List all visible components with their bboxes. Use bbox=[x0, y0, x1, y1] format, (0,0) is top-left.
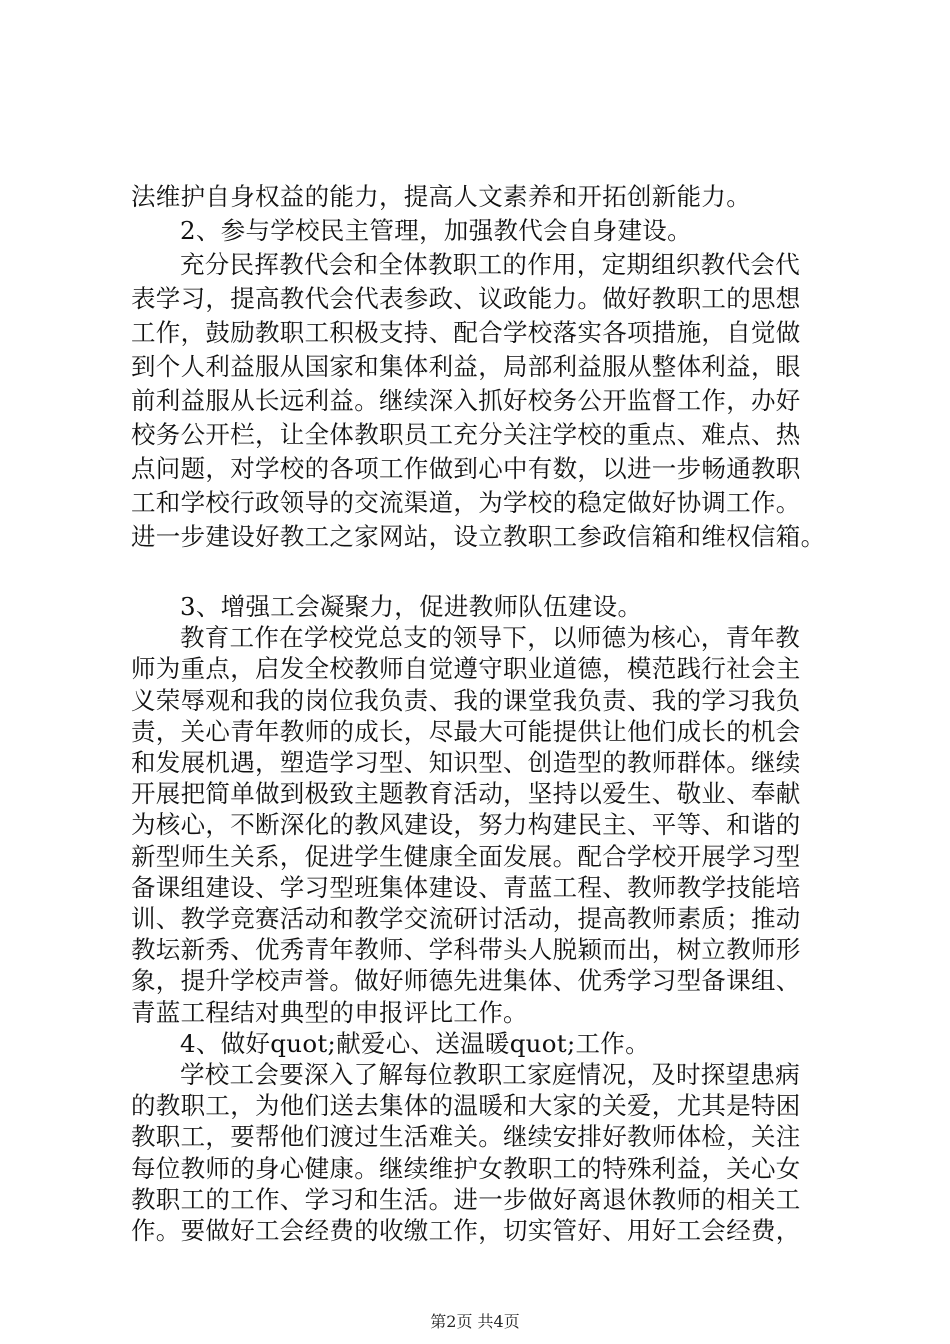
text-line: 表学习，提高教代会代表参政、议政能力。做好教职工的思想 bbox=[131, 284, 801, 313]
text-line: 充分民挥教代会和全体教职工的作用，定期组织教代会代 bbox=[180, 250, 800, 279]
text-line: 作。要做好工会经费的收缴工作，切实管好、用好工会经费， bbox=[131, 1216, 801, 1245]
text-line: 训、教学竞赛活动和教学交流研讨活动，提高教师素质；推动 bbox=[131, 904, 801, 933]
text-line: 和发展机遇，塑造学习型、知识型、创造型的教师群体。继续 bbox=[131, 748, 801, 777]
text-line: 备课组建设、学习型班集体建设、青蓝工程、教师教学技能培 bbox=[131, 872, 801, 902]
text-line: 义荣辱观和我的岗位我负责、我的课堂我负责、我的学习我负 bbox=[131, 685, 801, 715]
text-line: 教职工的工作、学习和生活。进一步做好离退休教师的相关工 bbox=[131, 1184, 801, 1214]
text-line: 教职工，要帮他们渡过生活难关。继续安排好教师体检，关注 bbox=[131, 1122, 801, 1152]
text-line: 进一步建设好教工之家网站，设立教职工参政信箱和维权信箱。 bbox=[131, 522, 826, 551]
text-line: 工作，鼓励教职工积极支持、配合学校落实各项措施，自觉做 bbox=[131, 318, 801, 347]
text-line: 象，提升学校声誉。做好师德先进集体、优秀学习型备课组、 bbox=[131, 966, 801, 996]
text-line: 开展把简单做到极致主题教育活动，坚持以爱生、敬业、奉献 bbox=[131, 779, 801, 809]
text-line: 青蓝工程结对典型的申报评比工作。 bbox=[131, 997, 528, 1027]
text-line: 的教职工，为他们送去集体的温暖和大家的关爱，尤其是特困 bbox=[131, 1091, 801, 1121]
section-heading-4: 4、做好quot;献爱心、送温暖quot;工作。 bbox=[180, 1028, 650, 1058]
text-line: 责，关心青年教师的成长，尽最大可能提供让他们成长的机会 bbox=[131, 716, 801, 746]
text-line: 前利益服从长远利益。继续深入抓好校务公开监督工作，办好 bbox=[131, 386, 801, 415]
text-line: 工和学校行政领导的交流渠道，为学校的稳定做好协调工作。 bbox=[131, 488, 801, 517]
text-line: 师为重点，启发全校教师自觉遵守职业道德，模范践行社会主 bbox=[131, 654, 801, 684]
text-line: 学校工会要深入了解每位教职工家庭情况，及时探望患病 bbox=[180, 1060, 800, 1089]
text-line: 法维护自身权益的能力，提高人文素养和开拓创新能力。 bbox=[131, 182, 751, 211]
page-footer: 第2页 共4页 bbox=[430, 1312, 520, 1331]
section-heading-3: 3、增强工会凝聚力，促进教师队伍建设。 bbox=[180, 592, 643, 621]
text-line: 新型师生关系，促进学生健康全面发展。配合学校开展学习型 bbox=[131, 841, 801, 871]
text-line: 点问题，对学校的各项工作做到心中有数，以进一步畅通教职 bbox=[131, 454, 801, 483]
text-line: 教坛新秀、优秀青年教师、学科带头人脱颖而出，树立教师形 bbox=[131, 935, 801, 965]
text-line: 每位教师的身心健康。继续维护女教职工的特殊利益，关心女 bbox=[131, 1153, 801, 1183]
text-line: 到个人利益服从国家和集体利益，局部利益服从整体利益，眼 bbox=[131, 352, 801, 381]
section-heading-2: 2、参与学校民主管理，加强教代会自身建设。 bbox=[180, 216, 692, 245]
text-line: 教育工作在学校党总支的领导下，以师德为核心，青年教 bbox=[180, 623, 800, 653]
text-line: 校务公开栏，让全体教职员工充分关注学校的重点、难点、热 bbox=[131, 420, 801, 449]
text-line: 为核心，不断深化的教风建设，努力构建民主、平等、和谐的 bbox=[131, 810, 801, 840]
